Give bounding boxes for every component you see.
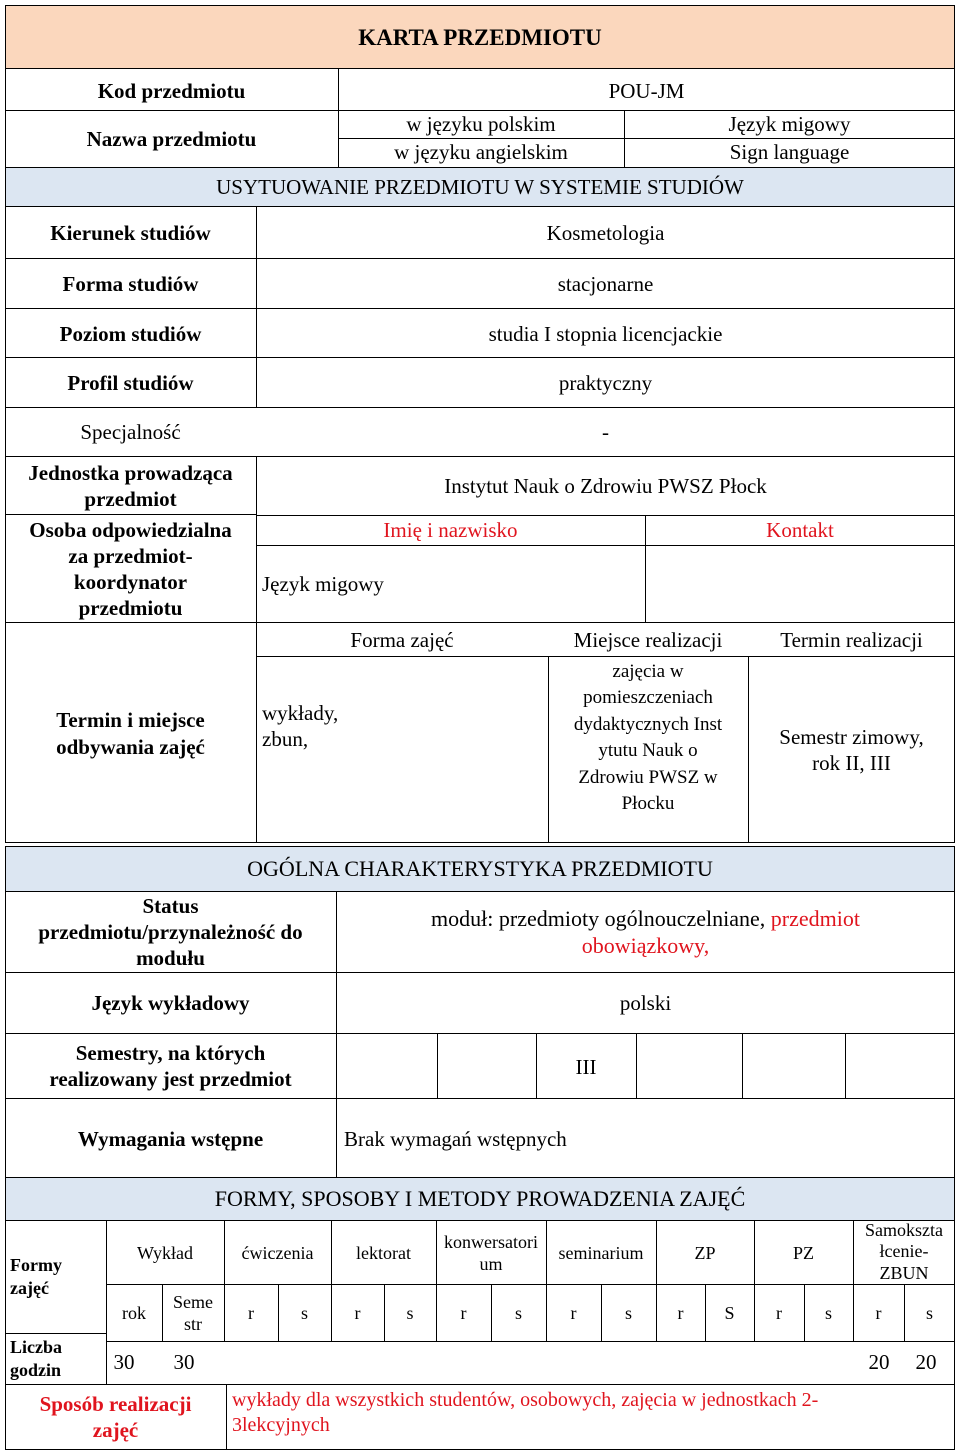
- termin-header: Termin realizacji: [780, 627, 923, 652]
- forma-zajec-line1: wykłady,: [262, 701, 339, 725]
- type-samoksztalcenie: [853, 1220, 955, 1284]
- konwersatorium-line1: konwersatori: [444, 1232, 538, 1252]
- sub-sem-r: r: [570, 1302, 577, 1323]
- status-label-line2: przedmiotu/przynależność do: [38, 919, 303, 944]
- liczba-godzin-label: [10, 1336, 104, 1382]
- sub-lek-s: s: [406, 1302, 414, 1323]
- hours-semestr: 30: [173, 1349, 195, 1374]
- miejsce-line5: Zdrowiu PWSZ w: [578, 766, 718, 788]
- jednostka-label: [5, 458, 256, 514]
- sub-cw-r: r: [248, 1302, 254, 1323]
- sposob-value-line2: 3lekcyjnych: [232, 1414, 330, 1436]
- jednostka-label-line1: Jednostka prowadząca: [28, 460, 233, 485]
- nazwa-label: Nazwa przedmiotu: [86, 126, 257, 151]
- liczba-label-line2: godzin: [10, 1359, 62, 1380]
- miejsce-line6: Płocku: [621, 793, 675, 814]
- page-title: KARTA PRZEDMIOTU: [358, 24, 602, 50]
- forma-zajec-value: [262, 700, 542, 770]
- osoba-label-line1: Osoba odpowiedzialna: [29, 517, 232, 542]
- nazwa-en-label: w języku angielskim: [394, 140, 568, 165]
- sub-pz-r: r: [776, 1302, 782, 1323]
- formy-label-line2: zajęć: [10, 1277, 49, 1298]
- semestry-label: [5, 1036, 336, 1096]
- status-label-line3: modułu: [136, 946, 205, 971]
- forma-studiow-value: stacjonarne: [557, 271, 654, 296]
- sub-zp-s: S: [724, 1302, 735, 1323]
- samo-line3: ZBUN: [879, 1262, 929, 1283]
- termin-line1: Semestr zimowy,: [779, 724, 924, 749]
- osoba-label-line4: przedmiotu: [78, 596, 183, 621]
- forma-zajec-header: Forma zajęć: [350, 627, 454, 652]
- samo-line2: łcenie-: [879, 1241, 929, 1262]
- konwersatorium-line2: um: [479, 1254, 503, 1274]
- profil-label: Profil studiów: [67, 370, 194, 395]
- kontakt-header: Kontakt: [766, 518, 834, 543]
- forma-studiow-label: Forma studiów: [62, 271, 199, 296]
- semestry-value: III: [575, 1054, 597, 1079]
- sub-rok: rok: [122, 1302, 146, 1323]
- sub-samo-r: r: [875, 1302, 882, 1323]
- profil-value: praktyczny: [558, 370, 653, 395]
- status-value-przedmiot: przedmiot: [770, 905, 860, 931]
- status-value: [336, 900, 955, 964]
- sub-konw-r: r: [460, 1302, 467, 1323]
- type-konwersatorium: [436, 1228, 546, 1278]
- status-value-module: moduł: przedmioty ogólnouczelniane,: [431, 905, 771, 931]
- type-cwiczenia: ćwiczenia: [241, 1242, 314, 1263]
- sub-konw-s: s: [514, 1302, 522, 1323]
- status-value-obowiazkowy: obowiązkowy,: [581, 933, 710, 958]
- samo-line1: Samokszta: [865, 1219, 943, 1240]
- sub-lek-r: r: [354, 1302, 361, 1323]
- jednostka-value: Instytut Nauk o Zdrowiu PWSZ Płock: [444, 473, 767, 498]
- jezyk-label: Język wykładowy: [91, 990, 250, 1015]
- osoba-value: Język migowy: [262, 571, 384, 596]
- kierunek-label: Kierunek studiów: [50, 220, 211, 245]
- hours-samo-r: 20: [868, 1349, 890, 1374]
- miejsce-line3: dydaktycznych Inst: [573, 713, 723, 735]
- jednostka-label-line2: przedmiot: [84, 487, 177, 511]
- sub-semestr: [162, 1288, 224, 1338]
- hours-samo-s: 20: [915, 1349, 937, 1374]
- poziom-value: studia I stopnia licencjackie: [488, 321, 723, 346]
- usytuowanie-header: USYTUOWANIE PRZEDMIOTU W SYSTEMIE STUDIÓW: [216, 174, 744, 199]
- termin-value: [748, 718, 955, 782]
- nazwa-pl-value: Język migowy: [728, 112, 851, 137]
- sub-semestr-line1: Seme: [173, 1292, 213, 1312]
- osoba-label-line3: koordynator: [73, 570, 188, 594]
- osoba-label-line2: za przedmiot-: [68, 543, 193, 568]
- type-zp: ZP: [694, 1242, 716, 1263]
- type-lektorat: lektorat: [356, 1242, 411, 1263]
- kod-label: Kod przedmiotu: [97, 78, 246, 103]
- ogolna-header: OGÓLNA CHARAKTERYSTYKA PRZEDMIOTU: [247, 856, 713, 882]
- sub-cw-s: s: [300, 1302, 308, 1323]
- semestry-label-line1: Semestry, na których: [75, 1040, 266, 1065]
- jezyk-value: polski: [619, 990, 672, 1015]
- sub-sem-s: s: [624, 1302, 632, 1323]
- formy-zajec-label: [10, 1254, 104, 1302]
- miejsce-value: [548, 658, 748, 818]
- miejsce-header: Miejsce realizacji: [573, 627, 723, 652]
- poziom-label: Poziom studiów: [59, 321, 202, 346]
- miejsce-line4: ytutu Nauk o: [598, 740, 698, 761]
- sub-zp-r: r: [677, 1302, 684, 1323]
- sub-samo-s: s: [925, 1302, 933, 1323]
- nazwa-en-value: Sign language: [729, 140, 850, 165]
- osoba-label: [5, 516, 256, 622]
- sposob-label: [5, 1388, 226, 1446]
- termin-label-line1: Termin i miejsce: [56, 708, 205, 733]
- sub-semestr-line2: str: [184, 1314, 202, 1334]
- sposob-label-line1: Sposób realizacji: [39, 1391, 192, 1416]
- liczba-label-line1: Liczba: [10, 1337, 62, 1357]
- formy-header: FORMY, SPOSOBY I METODY PROWADZENIA ZAJĘĆ: [214, 1186, 746, 1212]
- imie-header: Imię i nazwisko: [383, 518, 518, 543]
- hours-rok: 30: [113, 1349, 135, 1374]
- status-label-line1: Status: [142, 893, 199, 918]
- sposob-label-line2: zajęć: [92, 1418, 139, 1442]
- specjalnosc-value: -: [602, 419, 609, 444]
- kierunek-value: Kosmetologia: [546, 220, 665, 245]
- status-label: [5, 893, 336, 971]
- forma-zajec-line2: zbun,: [262, 727, 309, 752]
- specjalnosc-label: Specjalność: [80, 419, 181, 444]
- semestry-label-line2: realizowany jest przedmiot: [49, 1067, 292, 1091]
- termin-label: [5, 624, 256, 843]
- sposob-value-line1: wykłady dla wszystkich studentów, osobowych, zajęcia w jednostkach 2-: [232, 1389, 819, 1411]
- termin-line2: rok II, III: [812, 751, 891, 775]
- type-pz: PZ: [792, 1242, 814, 1263]
- kod-value: POU-JM: [608, 78, 685, 103]
- type-seminarium: seminarium: [558, 1242, 644, 1263]
- nazwa-pl-label: w języku polskim: [406, 112, 556, 137]
- wymagania-value: Brak wymagań wstępnych: [344, 1126, 567, 1151]
- status-value-line1: [431, 905, 860, 933]
- wymagania-label: Wymagania wstępne: [77, 1126, 264, 1151]
- type-wyklad: Wykład: [137, 1242, 193, 1263]
- miejsce-line1: zajęcia w: [612, 660, 684, 682]
- sub-pz-s: s: [824, 1302, 832, 1323]
- termin-label-line2: odbywania zajęć: [56, 734, 205, 759]
- miejsce-line2: pomieszczeniach: [583, 687, 713, 708]
- formy-label-line1: Formy: [10, 1255, 62, 1275]
- sposob-value: [232, 1388, 950, 1446]
